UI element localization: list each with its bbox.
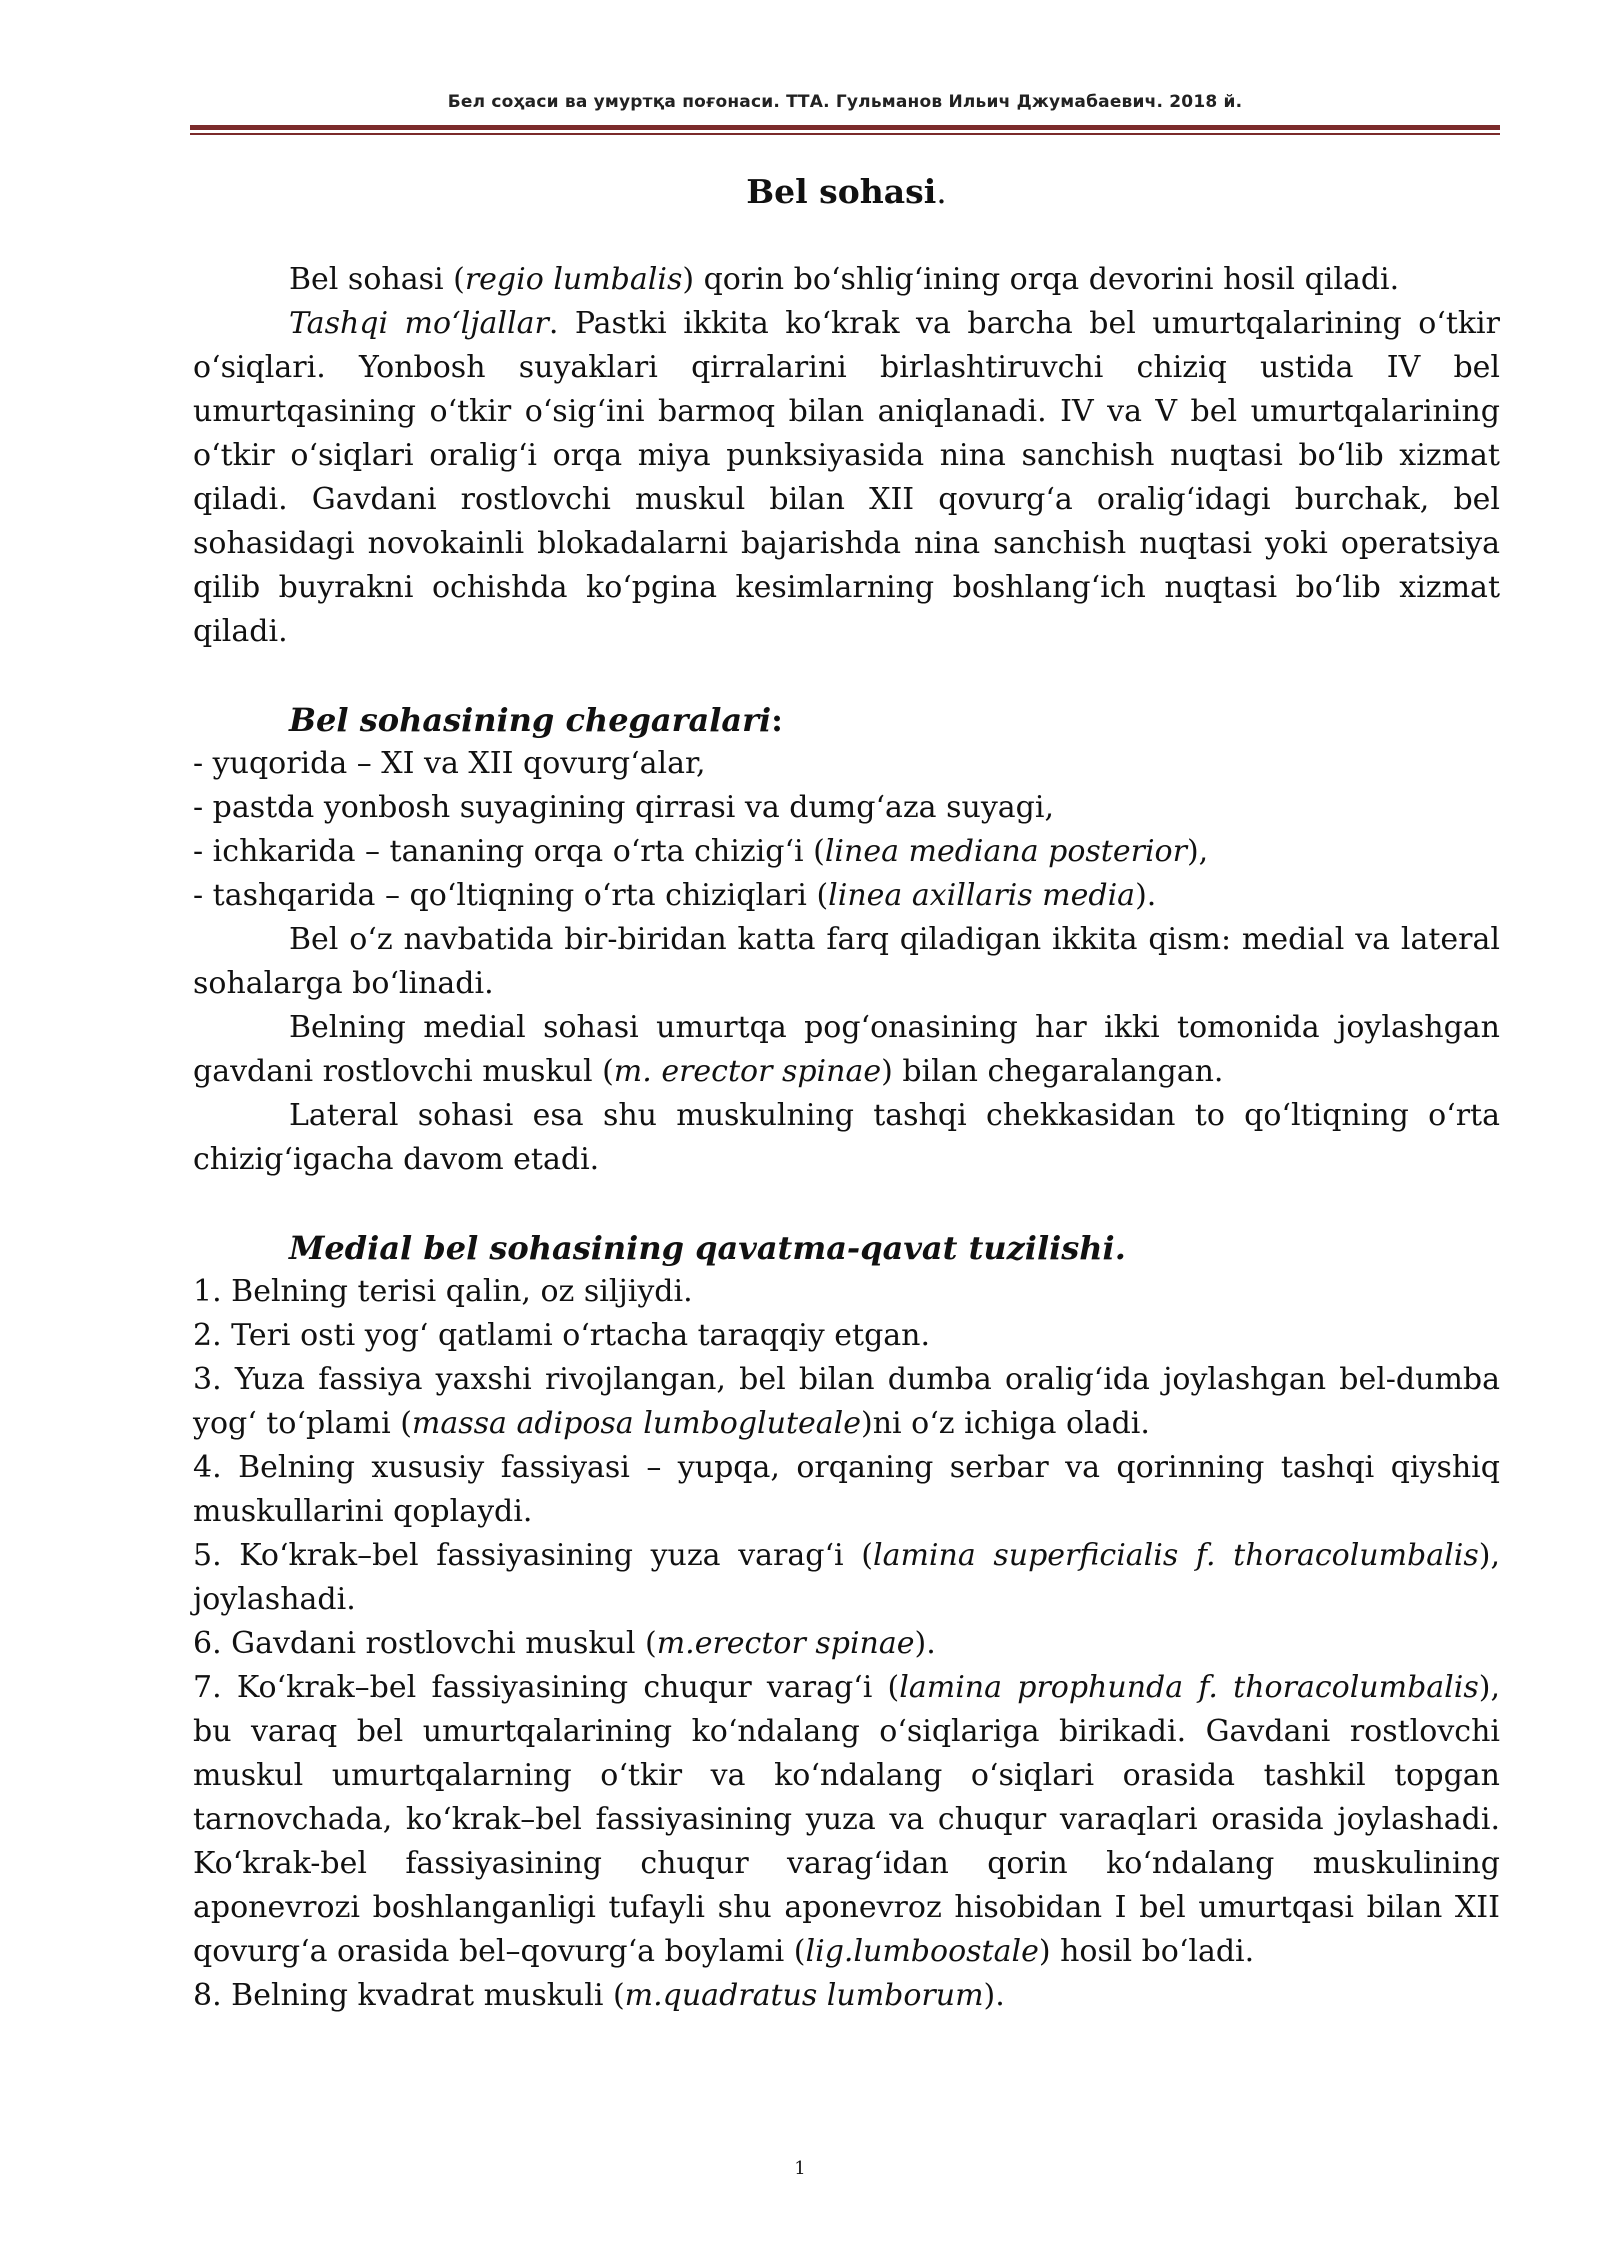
layer-item-5: 5. Koʻkrak–bel fassiyasining yuza varagʻi (lamina superficialis f. thoracolumbalis), joylashadi. — [193, 1538, 1500, 1617]
layer-item-1: 1. Belning terisi qalin, oz siljiydi. — [193, 1274, 693, 1309]
border-item-2: - pastda yonbosh suyagining qirrasi va dumgʻaza suyagi, — [193, 790, 1054, 825]
page-number: 1 — [794, 2158, 806, 2179]
page-content — [193, 170, 1500, 2018]
running-header: Бел соҳаси ва умуртқа поғонаси. ТТА. Гульманов Ильич Джумабаевич. 2018 й. — [447, 92, 1243, 112]
intro-paragraph-2: Tashqi moʻljallar. Pastki ikkita koʻkrak va barcha bel umurtqalarining oʻtkir oʻsiqlari. Yonbosh suyaklari qirralarini birlashtiruvchi chiziq ustida IV bel umurtqasining oʻtkir oʻsigʻini barmoq bilan aniqlanadi. IV va V bel umurtqalarining oʻtkir oʻsiqlari oraligʻi orqa miya punksiyasida nina sanchish nuqtasi boʻlib xizmat qiladi. Gavdani rostlovchi muskul bilan XII qovurgʻa oraligʻidagi burchak, bel sohasidagi novokainli blokadalarni bajarishda nina sanchish nuqtasi yoki operatsiya qilib buyrakni ochishda koʻpgina kesimlarning boshlangʻich nuqtasi boʻlib xizmat qiladi. — [193, 306, 1500, 649]
title-text: Bel sohasi — [746, 172, 937, 211]
header-rule-thick — [190, 125, 1500, 130]
latin-term: regio lumbalis — [464, 262, 683, 297]
parts-paragraph: Bel oʻz navbatida bir-biridan katta farq qiladigan ikkita qism: medial va lateral sohalarga boʻlinadi. — [193, 922, 1500, 1001]
border-item-1: - yuqorida – XI va XII qovurgʻalar, — [193, 746, 706, 781]
header-rule-thin — [190, 133, 1500, 135]
landmarks-term: Tashqi moʻljallar — [289, 306, 549, 341]
intro-paragraph-1: Bel sohasi (regio lumbalis) qorin boʻshligʻining orqa devorini hosil qiladi. — [289, 262, 1400, 297]
title-dot: . — [936, 172, 947, 211]
border-item-3: - ichkarida – tananing orqa oʻrta chizigʻi (linea mediana posterior), — [193, 834, 1209, 869]
layer-item-4: 4. Belning xususiy fassiyasi – yupqa, orqaning serbar va qorinning tashqi qiyshiq muskullarini qoplaydi. — [193, 1450, 1500, 1529]
borders-heading: Bel sohasining chegaralari: — [289, 701, 783, 739]
page-title — [193, 170, 1500, 214]
lateral-paragraph: Lateral sohasi esa shu muskulning tashqi chekkasidan to qoʻltiqning oʻrta chizigʻigacha davom etadi. — [193, 1098, 1500, 1177]
layers-heading: Medial bel sohasining qavatma-qavat tuzilishi. — [289, 1229, 1126, 1267]
layer-item-2: 2. Teri osti yogʻ qatlami oʻrtacha taraqqiy etgan. — [193, 1318, 931, 1353]
layer-item-8: 8. Belning kvadrat muskuli (m.quadratus lumborum). — [193, 1978, 1005, 2013]
layer-item-6: 6. Gavdani rostlovchi muskul (m.erector spinae). — [193, 1626, 936, 1661]
layer-item-7: 7. Koʻkrak–bel fassiyasining chuqur varagʻi (lamina prophunda f. thoracolumbalis), bu varaq bel umurtqalarining koʻndalang oʻsiqlariga birikadi. Gavdani rostlovchi muskul umurtqalarning oʻtkir va koʻndalang oʻsiqlari orasida tashkil topgan tarnovchada, koʻkrak–bel fassiyasining yuza va chuqur varaqlari orasida joylashadi. Koʻkrak-bel fassiyasining chuqur varagʻidan qorin koʻndalang muskulining aponevrozi boshlanganligi tufayli shu aponevroz hisobidan I bel umurtqasi bilan XII qovurgʻa orasida bel–qovurgʻa boylami (lig.lumboostale) hosil boʻladi. — [193, 1670, 1500, 1969]
medial-paragraph: Belning medial sohasi umurtqa pogʻonasining har ikki tomonida joylashgan gavdani rostlovchi muskul (m. erector spinae) bilan chegaralangan. — [193, 1010, 1500, 1089]
border-item-4: - tashqarida – qoʻltiqning oʻrta chiziqlari (linea axillaris media). — [193, 878, 1157, 913]
layer-item-3: 3. Yuza fassiya yaxshi rivojlangan, bel bilan dumba oraligʻida joylashgan bel-dumba yogʻ toʻplami (massa adiposa lumbogluteale)ni oʻz ichiga oladi. — [193, 1362, 1500, 1441]
